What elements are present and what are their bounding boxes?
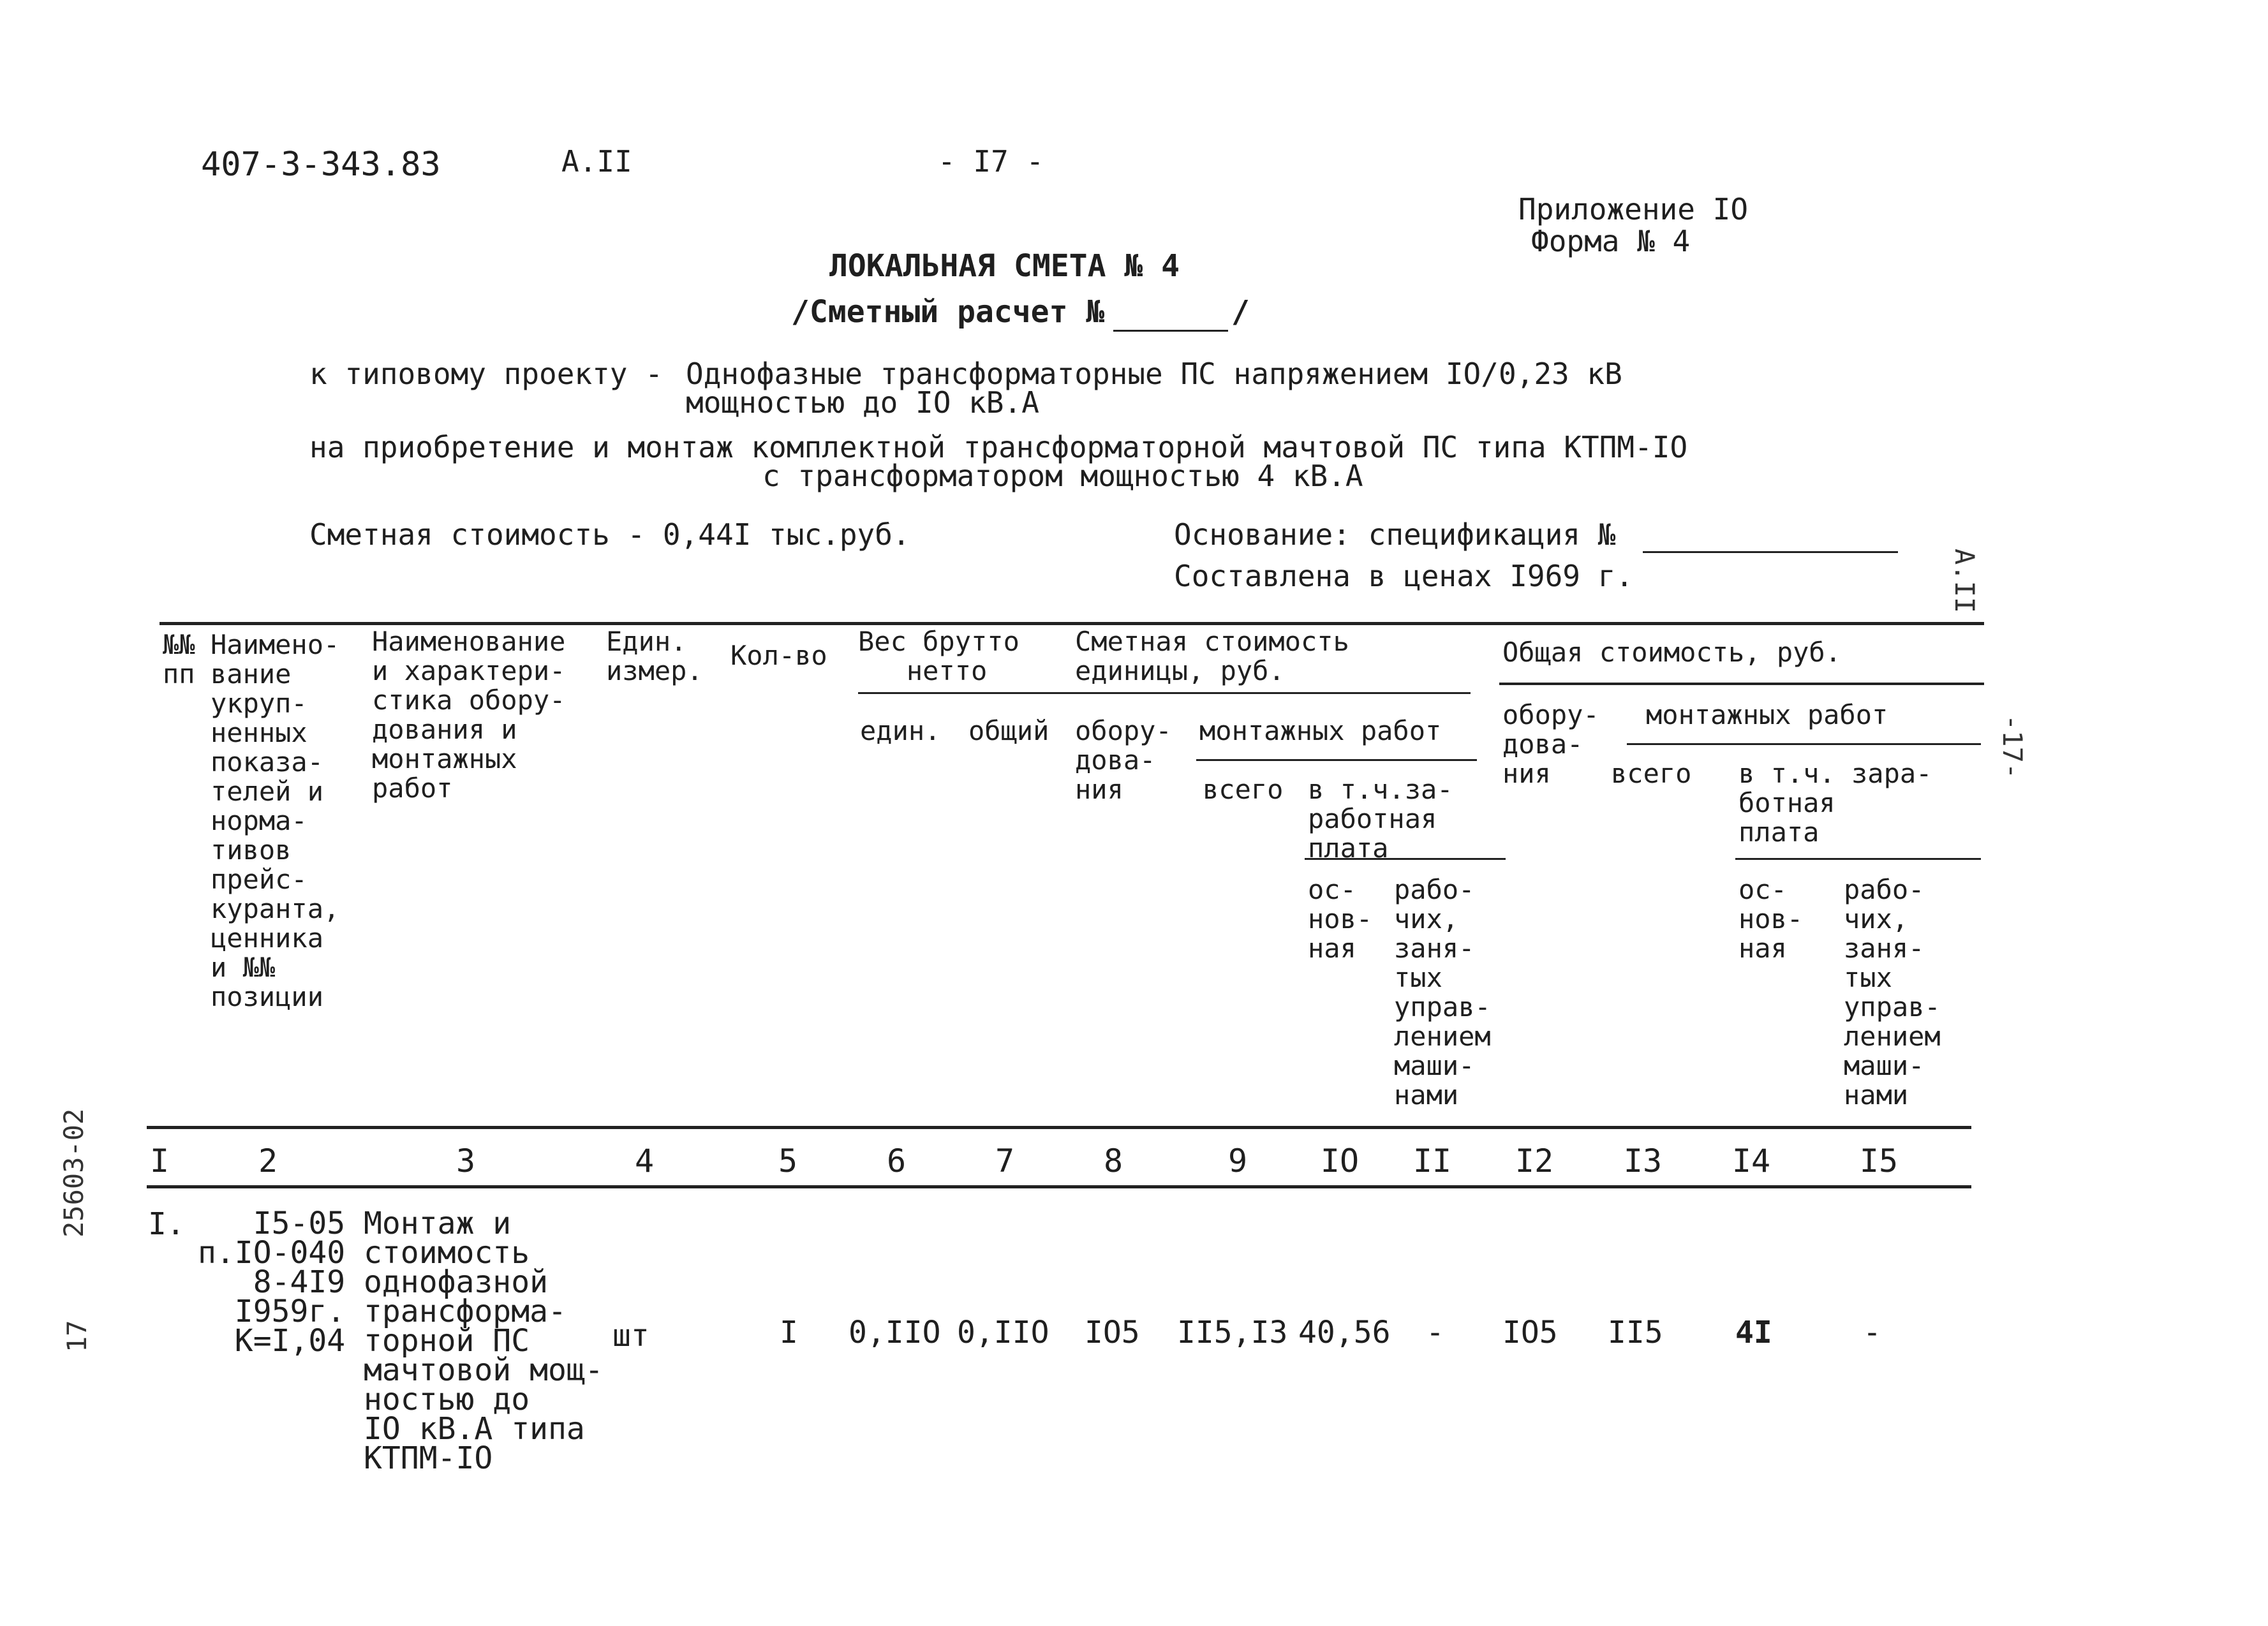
row-wage-machine-unit: -: [1426, 1315, 1444, 1350]
column-number: 4: [634, 1142, 655, 1179]
price-level: Составлена в ценах I969 г.: [1174, 559, 1634, 593]
table-top-rule: [159, 622, 1984, 625]
header-unit: Един. измер.: [606, 626, 703, 686]
form-label: Форма № 4: [1531, 224, 1691, 258]
row-number: I.: [148, 1206, 185, 1242]
doc-code: 407-3-343.83: [201, 145, 441, 184]
row-unit: шт: [612, 1318, 649, 1354]
row-wage-machine-total: -: [1863, 1315, 1881, 1350]
project-name-line1: Однофазные трансформаторные ПС напряжением IO/0,23 кВ: [686, 357, 1622, 391]
column-numbers-rule: [147, 1185, 1971, 1188]
column-number: I3: [1623, 1142, 1663, 1179]
column-number: 5: [778, 1142, 798, 1179]
column-number: 2: [258, 1142, 278, 1179]
header-norm-code: Наимено- вание укруп- ненных показа- телей и норма- тивов прейс- куранта, ценника и №№ позиции: [211, 629, 340, 1012]
header-equipment-total: обору- дова- ния: [1502, 699, 1599, 789]
project-label: к типовому проекту -: [309, 357, 663, 391]
header-description: Наименование и характери- стика обору- дования и монтажных работ: [372, 626, 566, 804]
header-bottom-rule: [147, 1126, 1971, 1129]
page-number: - I7 -: [938, 144, 1044, 179]
header-total-group: Общая стоимость, руб.: [1502, 637, 1842, 668]
document-subtitle-suffix: /: [1231, 294, 1250, 330]
specification-blank: [1643, 524, 1898, 553]
column-number: I2: [1515, 1142, 1554, 1179]
header-weight-unit: един.: [860, 715, 941, 746]
header-wage-machine-unit: рабо- чих, заня- тых управ- лением маши- нами: [1394, 874, 1491, 1111]
column-number: 6: [886, 1142, 907, 1179]
purpose-line2: с трансформатором мощностью 4 кВ.А: [762, 459, 1363, 493]
mount-subrule: [1196, 759, 1477, 761]
row-mount-total: II5: [1608, 1315, 1663, 1350]
row-description: Монтаж и стоимость однофазной трансформа- торной ПС мачтовой мощ- ностью до IO кВ.А типа КТПМ-IO: [364, 1206, 604, 1476]
row-weight-unit: 0,IIO: [849, 1315, 941, 1350]
column-number: I5: [1859, 1142, 1899, 1179]
header-row-number: №№ пп: [163, 629, 195, 690]
header-mount-total: всего: [1611, 758, 1692, 789]
header-total-mount-group: монтажных работ: [1646, 699, 1888, 730]
purpose-line1: на приобретение и монтаж комплектной трансформаторной мачтовой ПС типа КТПМ-IO: [309, 430, 1688, 464]
row-quantity: I: [780, 1315, 798, 1350]
column-number: 8: [1103, 1142, 1123, 1179]
header-quantity: Кол-во: [730, 640, 827, 671]
header-equipment-unit: обору- дова- ния: [1075, 715, 1172, 805]
column-number: II: [1412, 1142, 1452, 1179]
column-number: I4: [1731, 1142, 1771, 1179]
header-wage-basic-unit: ос- нов- ная: [1308, 874, 1373, 964]
header-mount-total-unit: всего: [1203, 774, 1284, 805]
total-mount-subrule: [1627, 743, 1981, 745]
total-cost-subrule: [1499, 683, 1984, 685]
header-weight-group: Вес брутто нетто: [858, 626, 1019, 686]
document-subtitle-prefix: /Сметный расчет №: [791, 294, 1105, 330]
appendix-label: Приложение IO: [1518, 192, 1749, 226]
header-total-wage-group: в т.ч. зара- ботная плата: [1738, 758, 1932, 848]
row-mount-total-unit: II5,I3: [1177, 1315, 1288, 1350]
header-wage-group: в т.ч.за- работная плата: [1308, 774, 1453, 864]
column-number: 3: [456, 1142, 476, 1179]
weight-cost-subrule: [858, 692, 1471, 694]
row-wage-basic-unit: 40,56: [1298, 1315, 1391, 1350]
project-name-line2: мощностью до IO кВ.А: [686, 385, 1039, 420]
column-number: IO: [1320, 1142, 1360, 1179]
margin-note-number: 17: [61, 1320, 93, 1352]
header-mount-group: монтажных работ: [1199, 715, 1442, 746]
row-equipment-total: IO5: [1502, 1315, 1558, 1350]
column-number: 9: [1227, 1142, 1248, 1179]
header-unit-cost-group: Сметная стоимость единицы, руб.: [1075, 626, 1349, 686]
margin-note-album: А.II: [1949, 549, 1980, 614]
estimate-number-blank: [1113, 303, 1228, 332]
row-equipment-unit: IO5: [1085, 1315, 1140, 1350]
column-number: 7: [995, 1142, 1015, 1179]
header-wage-machine-total: рабо- чих, заня- тых управ- лением маши- нами: [1844, 874, 1941, 1111]
album-label: А.II: [561, 144, 632, 179]
header-wage-basic-total: ос- нов- ная: [1738, 874, 1804, 964]
basis-label: Основание: спецификация №: [1174, 517, 1616, 552]
row-norm-code: I5-05 п.IO-040 8-4I9 I959г. К=I,04: [198, 1206, 346, 1359]
margin-note-archive: 25603-02: [58, 1108, 89, 1238]
row-wage-basic-total: 4I: [1735, 1315, 1772, 1350]
header-weight-total: общий: [968, 715, 1049, 746]
column-number: I: [149, 1142, 170, 1179]
document-title: ЛОКАЛЬНАЯ СМЕТА № 4: [829, 248, 1180, 284]
total-wage-subrule: [1735, 858, 1981, 860]
estimated-cost: Сметная стоимость - 0,44I тыс.руб.: [309, 517, 910, 552]
margin-note-page: -17-: [1997, 714, 2028, 780]
row-weight-total: 0,IIO: [957, 1315, 1049, 1350]
